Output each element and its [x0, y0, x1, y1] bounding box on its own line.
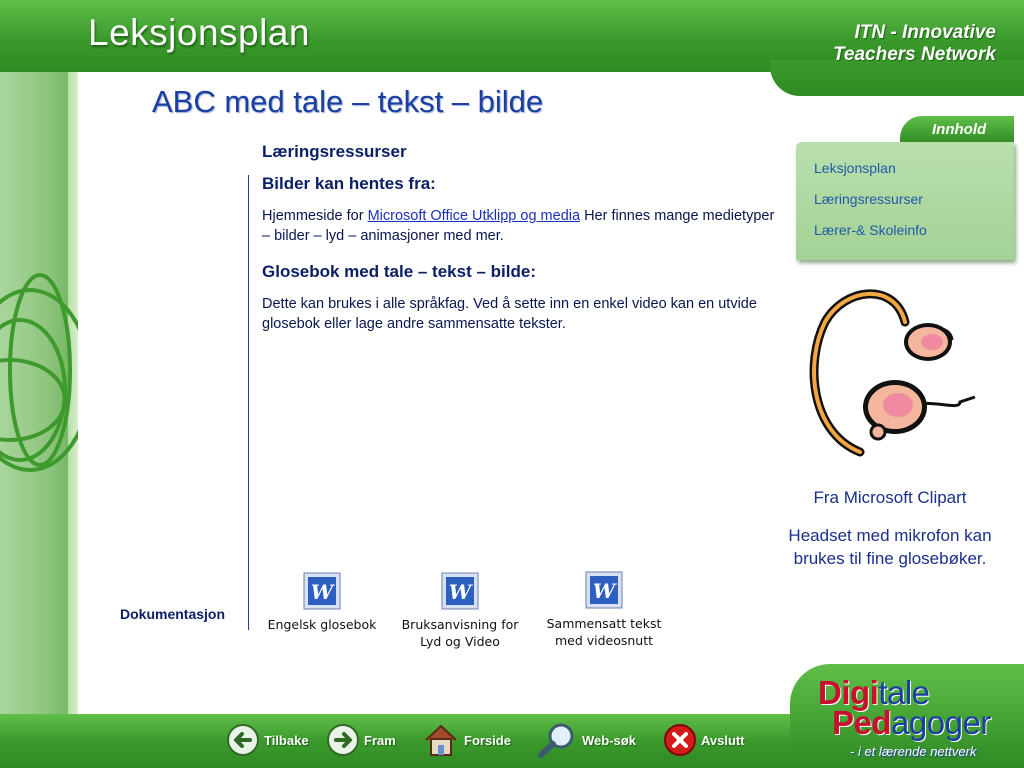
text-suffix: Her finnes mange medietyper – bilder – lyd – animasjoner med mer.: [262, 208, 775, 244]
svg-text:W: W: [592, 579, 616, 603]
doc-bruksanvisning[interactable]: [385, 572, 535, 650]
logo-tale: tale: [878, 674, 930, 711]
back-label: Tilbake: [264, 732, 309, 748]
back-button[interactable]: [226, 720, 309, 760]
logo-line-2: [832, 704, 991, 741]
menu-item-leksjonsplan[interactable]: Leksjonsplan: [814, 160, 896, 176]
text-prefix: Hjemmeside for: [262, 208, 368, 224]
block-text: Dette kan brukes i alle språkfag. Ved å sette inn en enkel video kan en utvide glosebok eller lage andre sammensatte tekster.: [262, 296, 757, 332]
close-icon: [663, 723, 697, 757]
vertical-divider: [248, 175, 249, 630]
doc-label-line2: med videosnutt: [554, 633, 654, 648]
resource-block-images: [262, 174, 782, 246]
network-line-2: Teachers Network: [833, 44, 996, 65]
exit-button[interactable]: [663, 720, 745, 760]
word-document-icon: [303, 572, 341, 610]
home-button[interactable]: [422, 720, 511, 760]
doc-label-line1: Bruksanvisning for: [401, 617, 519, 632]
office-clipart-link[interactable]: Microsoft Office Utklipp og media: [367, 208, 581, 224]
block-text: [262, 206, 782, 246]
logo-agoger: agoger: [891, 704, 991, 741]
network-logo: [833, 22, 996, 66]
menu-item-laerer-skoleinfo[interactable]: Lærer-& Skoleinfo: [814, 222, 927, 238]
doc-label-line2: Lyd og Video: [420, 634, 500, 649]
word-document-icon: [585, 571, 623, 609]
word-document-icon: [441, 572, 479, 610]
forward-button[interactable]: [326, 720, 396, 760]
clipart-source-caption: Fra Microsoft Clipart: [813, 488, 967, 507]
home-icon: [422, 722, 460, 758]
innhold-panel: [796, 142, 1014, 260]
menu-item-laeringsressurser[interactable]: Læringsressurser: [814, 191, 923, 207]
innhold-tab: Innhold: [900, 116, 1014, 144]
logo-ped: Ped: [832, 704, 892, 741]
clipart-description: Headset med mikrofon kan brukes til fine glosebøker.: [788, 526, 992, 568]
logo-tagline: - i et lærende nettverk: [850, 744, 977, 759]
documentation-label: Dokumentasjon: [120, 606, 226, 622]
app-title: Leksjonsplan: [88, 12, 310, 53]
page-title: ABC med tale – tekst – bilde: [152, 84, 544, 119]
headset-clipart: [800, 282, 985, 462]
digitale-pedagoger-logo: [818, 674, 991, 741]
arrow-left-icon: [226, 723, 260, 757]
block-heading: Glosebok med tale – tekst – bilde:: [262, 262, 536, 281]
network-line-1: ITN - Innovative: [854, 22, 996, 43]
doc-engelsk-glosebok[interactable]: [247, 572, 397, 633]
web-search-label: Web-søk: [582, 732, 636, 748]
arrow-right-icon: [326, 723, 360, 757]
forward-label: Fram: [364, 732, 396, 748]
magnifier-icon: [536, 722, 578, 758]
doc-label-line1: Engelsk glosebok: [267, 617, 377, 632]
block-heading: Bilder kan hentes fra:: [262, 174, 436, 193]
doc-sammensatt-tekst[interactable]: [529, 571, 679, 649]
exit-label: Avslutt: [701, 732, 745, 748]
resource-block-glossary: [262, 262, 782, 334]
svg-text:W: W: [448, 580, 472, 604]
web-search-button[interactable]: [536, 720, 636, 760]
decorative-swirl: [0, 270, 78, 510]
section-heading: Læringsressurser: [262, 142, 407, 161]
doc-label-line1: Sammensatt tekst: [546, 616, 662, 631]
svg-text:W: W: [310, 580, 334, 604]
logo-digi: Digi: [818, 674, 879, 711]
home-label: Forside: [464, 732, 511, 748]
